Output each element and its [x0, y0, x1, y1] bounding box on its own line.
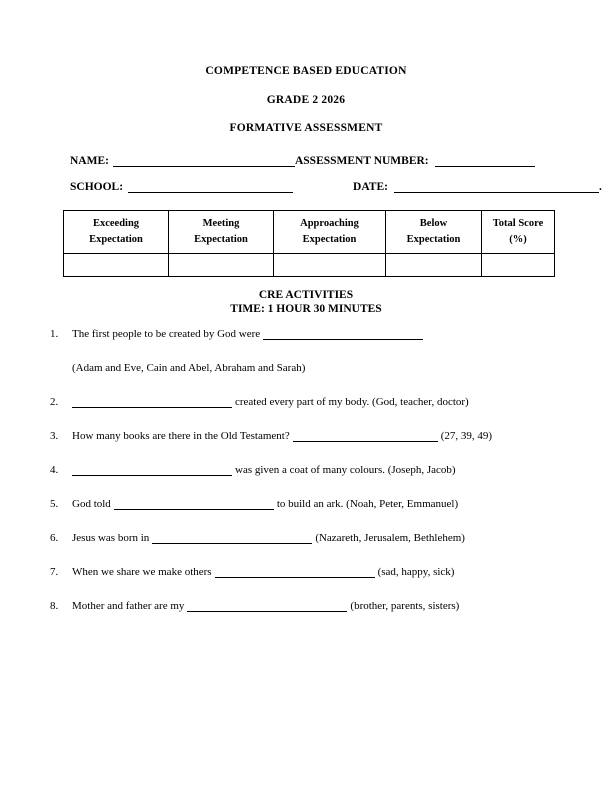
- question-7-pre-text: When we share we make others: [72, 566, 212, 578]
- question-4-body: [72, 464, 456, 476]
- score-header-total-line1: Total Score: [492, 217, 544, 229]
- score-table-header-row: [64, 211, 555, 254]
- question-6: [50, 532, 562, 566]
- question-3: [50, 430, 562, 464]
- question-3-pre-text: How many books are there in the Old Testament?: [72, 430, 290, 442]
- question-5: [50, 498, 562, 532]
- question-8-post-text: (brother, parents, sisters): [350, 600, 460, 612]
- score-cell-exceeding[interactable]: [64, 254, 169, 277]
- question-2-body: [72, 396, 469, 408]
- score-header-approaching-line2: Expectation: [302, 234, 357, 245]
- name-label: NAME:: [70, 155, 109, 167]
- header-line-1: COMPETENCE BASED EDUCATION: [205, 65, 407, 77]
- school-label: SCHOOL:: [70, 181, 124, 193]
- question-1-number: 1.: [50, 328, 59, 340]
- questions-list: [50, 328, 562, 634]
- score-header-below: [386, 211, 482, 254]
- question-8-body: [72, 600, 459, 612]
- name-field-row: [70, 155, 550, 167]
- question-7-body: [72, 566, 454, 578]
- question-6-post-text: (Nazareth, Jerusalem, Bethlehem): [315, 532, 465, 544]
- school-input[interactable]: [128, 181, 293, 193]
- header-line-3: FORMATIVE ASSESSMENT: [229, 122, 383, 134]
- header-line-2: GRADE 2 2026: [266, 93, 346, 106]
- question-6-body: [72, 532, 465, 544]
- question-6-answer-blank[interactable]: [152, 533, 312, 544]
- question-3-body: [72, 430, 492, 442]
- date-label: DATE:: [353, 181, 388, 193]
- question-6-number: 6.: [50, 532, 59, 544]
- assessment-number-label: ASSESSMENT NUMBER:: [294, 155, 429, 167]
- score-header-total-line2: (%): [509, 234, 527, 245]
- school-field-row: [70, 181, 602, 193]
- score-cell-meeting[interactable]: [169, 254, 274, 277]
- question-6-pre-text: Jesus was born in: [72, 532, 150, 544]
- question-2: [50, 396, 562, 430]
- name-input[interactable]: [113, 155, 295, 167]
- date-trailing-period: .: [598, 181, 602, 193]
- question-1-pre-text: The first people to be created by God were: [72, 328, 261, 340]
- question-4: [50, 464, 562, 498]
- score-cell-below[interactable]: [386, 254, 482, 277]
- question-4-number: 4.: [50, 464, 59, 476]
- subject-title: CRE ACTIVITIES: [258, 289, 354, 301]
- question-1-body: [72, 328, 423, 340]
- date-input[interactable]: [394, 181, 599, 193]
- question-5-number: 5.: [50, 498, 59, 510]
- score-header-approaching-line1: Approaching: [300, 217, 359, 229]
- question-7-answer-blank[interactable]: [215, 567, 375, 578]
- question-5-answer-blank[interactable]: [114, 499, 274, 510]
- question-5-body: [72, 498, 458, 510]
- question-1: [50, 328, 562, 396]
- score-cell-approaching[interactable]: [274, 254, 386, 277]
- question-2-answer-blank[interactable]: [72, 397, 232, 408]
- question-7: [50, 566, 562, 600]
- score-header-exceeding: [64, 211, 169, 254]
- question-8-pre-text: Mother and father are my: [72, 600, 185, 612]
- question-2-post-text: created every part of my body. (God, teacher, doctor): [235, 396, 469, 408]
- score-header-approaching: [274, 211, 386, 254]
- score-header-meeting-line2: Expectation: [194, 234, 248, 245]
- score-header-exceeding-line2: Expectation: [89, 234, 143, 245]
- question-3-answer-blank[interactable]: [293, 431, 438, 442]
- question-4-answer-blank[interactable]: [72, 465, 232, 476]
- question-4-post-text: was given a coat of many colours. (Joseph, Jacob): [235, 464, 456, 476]
- score-header-meeting-line1: Meeting: [202, 217, 240, 229]
- score-header-exceeding-line1: Exceeding: [92, 217, 140, 229]
- question-5-post-text: to build an ark. (Noah, Peter, Emmanuel): [276, 498, 459, 510]
- document-header: [0, 66, 612, 135]
- question-2-number: 2.: [50, 396, 59, 408]
- score-table: [63, 210, 555, 277]
- question-8-answer-blank[interactable]: [187, 601, 347, 612]
- score-table-value-row: [64, 254, 555, 277]
- question-5-pre-text: God told: [72, 498, 111, 510]
- question-7-post-text: (sad, happy, sick): [377, 566, 455, 578]
- subject-heading: [0, 288, 612, 316]
- subject-time: TIME: 1 HOUR 30 MINUTES: [230, 303, 382, 316]
- score-header-meeting: [169, 211, 274, 254]
- question-8-number: 8.: [50, 600, 59, 612]
- score-header-below-line1: Below: [419, 217, 448, 229]
- question-1-options: (Adam and Eve, Cain and Abel, Abraham and Sarah): [72, 362, 306, 374]
- question-7-number: 7.: [50, 566, 59, 578]
- assessment-number-input[interactable]: [435, 155, 535, 167]
- question-1-answer-blank[interactable]: [263, 329, 423, 340]
- score-header-total: [482, 211, 555, 254]
- score-cell-total[interactable]: [482, 254, 555, 277]
- question-3-number: 3.: [50, 430, 59, 442]
- score-header-below-line2: Expectation: [406, 234, 461, 245]
- question-3-post-text: (27, 39, 49): [440, 430, 493, 442]
- question-8: [50, 600, 562, 634]
